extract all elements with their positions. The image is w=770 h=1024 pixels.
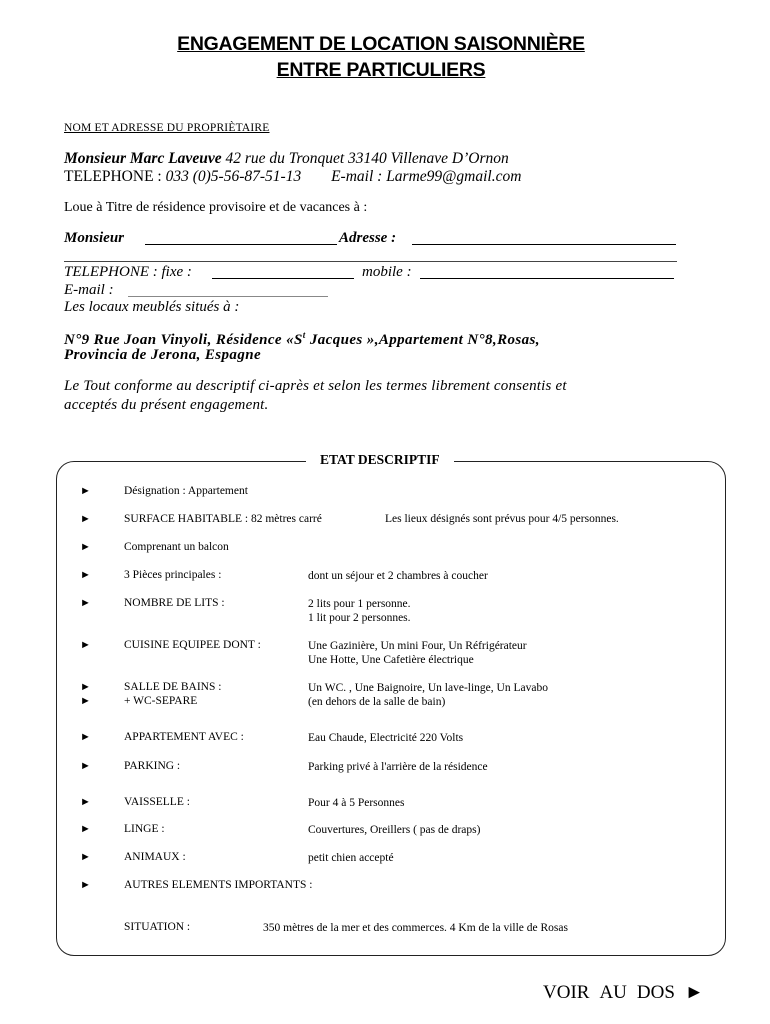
vaisselle-label: VAISSELLE : [124, 796, 190, 808]
owner-section-label: NOM ET ADRESSE DU PROPRIÈTAIRE [64, 122, 270, 134]
document-title-line1: ENGAGEMENT DE LOCATION SAISONNIÈRE [177, 33, 585, 55]
linge-label: LINGE : [124, 823, 165, 835]
pieces-value: dont un séjour et 2 chambres à coucher [308, 570, 488, 582]
appartement-value: Eau Chaude, Electricité 220 Volts [308, 732, 464, 744]
owner-tel-prefix: TELEPHONE : [64, 168, 162, 185]
tenant-address-field[interactable] [412, 230, 676, 245]
tenant-email-field[interactable] [128, 282, 328, 297]
owner-address: 42 rue du Tronquet 33140 Villenave D’Ornon [225, 150, 509, 167]
lits-label: NOMBRE DE LITS : [124, 597, 225, 609]
bullet-arrow-icon: ► [80, 485, 91, 497]
tenant-adresse-label: Adresse : [339, 230, 397, 246]
owner-tel-value: 033 (0)5-56-87-51-13 [165, 168, 302, 185]
bullet-arrow-icon: ► [80, 879, 91, 891]
voir-au-dos [543, 982, 704, 1004]
bullet-arrow-icon: ► [80, 597, 91, 609]
sdb-value2: (en dehors de la salle de bain) [308, 696, 446, 708]
tenant-tel-fixe-label: TELEPHONE : fixe : [64, 264, 192, 280]
arrow-right-icon: ► [684, 982, 704, 1003]
tenant-address-line2[interactable] [64, 261, 677, 262]
lits-value2: 1 lit pour 2 personnes. [308, 612, 411, 624]
pieces-label: 3 Pièces principales : [124, 569, 222, 581]
property-address-part2: Jacques »,Appartement N°8,Rosas, [305, 332, 540, 348]
animaux-label: ANIMAUX : [124, 851, 186, 863]
rental-intro: Loue à Titre de résidence provisoire et de vacances à : [64, 200, 368, 215]
vaisselle-value: Pour 4 à 5 Personnes [308, 797, 405, 809]
au-word: AU [599, 982, 627, 1003]
situation-label: SITUATION : [124, 921, 191, 933]
dos-word: DOS [636, 982, 675, 1003]
conformity-line1: Le Tout conforme au descriptif ci-après et selon les termes librement consentis et [64, 378, 567, 394]
bullet-arrow-icon: ► [80, 851, 91, 863]
document-title-line2: ENTRE PARTICULIERS [276, 59, 486, 81]
appartement-label: APPARTEMENT AVEC : [124, 731, 244, 743]
surface: SURFACE HABITABLE : 82 mètres carré [124, 513, 322, 525]
bullet-arrow-icon: ► [80, 796, 91, 808]
bullet-arrow-icon: ► [80, 760, 91, 772]
sdb-label1: SALLE DE BAINS : [124, 681, 222, 693]
owner-name-address [64, 150, 509, 168]
animaux-value: petit chien accepté [308, 852, 394, 864]
bullet-arrow-icon: ► [80, 695, 91, 707]
bullet-arrow-icon: ► [80, 731, 91, 743]
voir-word: VOIR [543, 982, 590, 1003]
cuisine-label: CUISINE EQUIPEE DONT : [124, 639, 261, 651]
surface-note: Les lieux désignés sont prévus pour 4/5 personnes. [385, 513, 619, 525]
bullet-arrow-icon: ► [80, 823, 91, 835]
property-address-line2: Provincia de Jerona, Espagne [64, 347, 262, 363]
etat-descriptif-title: ETAT DESCRIPTIF [306, 452, 454, 468]
designation: Désignation : Appartement [124, 485, 248, 497]
locaux-label: Les locaux meublés situés à : [64, 299, 240, 315]
cuisine-value2: Une Hotte, Une Cafetière électrique [308, 654, 474, 666]
owner-name: Monsieur Marc Laveuve [64, 150, 222, 167]
bullet-arrow-icon: ► [80, 569, 91, 581]
balcon: Comprenant un balcon [124, 541, 229, 553]
tenant-tel-fixe-field[interactable] [212, 264, 354, 279]
tenant-mobile-field[interactable] [420, 264, 674, 279]
autres-label: AUTRES ELEMENTS IMPORTANTS : [124, 879, 313, 891]
owner-email: E-mail : Larme99@gmail.com [331, 168, 522, 185]
sdb-label2: + WC-SEPARE [124, 695, 198, 707]
tenant-email-label: E-mail : [64, 282, 114, 298]
property-address-part1: N°9 Rue Joan Vinyoli, Résidence «S [64, 332, 303, 348]
bullet-arrow-icon: ► [80, 513, 91, 525]
sdb-value1: Un WC. , Une Baignoire, Un lave-linge, Un Lavabo [308, 682, 548, 694]
linge-value: Couvertures, Oreillers ( pas de draps) [308, 824, 481, 836]
conformity-line2: acceptés du présent engagement. [64, 397, 269, 413]
parking-label: PARKING : [124, 760, 181, 772]
lits-value1: 2 lits pour 1 personne. [308, 598, 411, 610]
bullet-arrow-icon: ► [80, 639, 91, 651]
tenant-monsieur-label: Monsieur [64, 230, 125, 246]
bullet-arrow-icon: ► [80, 681, 91, 693]
cuisine-value1: Une Gazinière, Un mini Four, Un Réfrigérateur [308, 640, 527, 652]
bullet-arrow-icon: ► [80, 541, 91, 553]
situation-value: 350 mètres de la mer et des commerces. 4 Km de la ville de Rosas [263, 922, 568, 934]
property-address-sup: t [302, 330, 306, 340]
parking-value: Parking privé à l'arrière de la résidence [308, 761, 488, 773]
tenant-name-field[interactable] [145, 230, 337, 245]
tenant-mobile-label: mobile : [362, 264, 412, 280]
owner-contact [64, 168, 521, 186]
